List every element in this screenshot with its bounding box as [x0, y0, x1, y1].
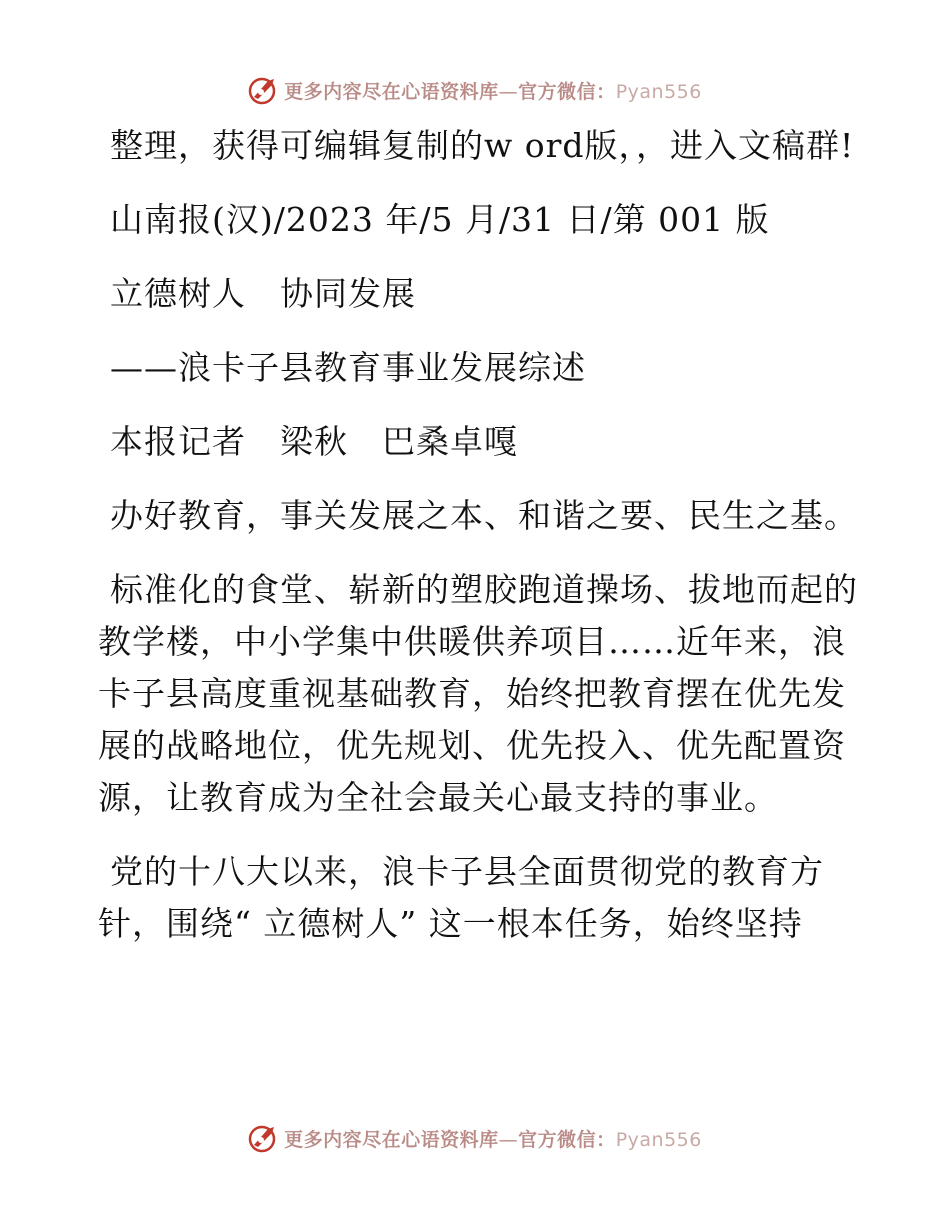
- paragraph-body-2: 党的十八大以来，浪卡子县全面贯彻党的教育方针，围绕“ 立德树人” 这一根本任务，始终坚持: [98, 852, 824, 943]
- paragraph-body-1: 标准化的食堂、崭新的塑胶跑道操场、拔地而起的教学楼，中小学集中供暖供养项目……近年来，浪卡子县高度重视基础教育，始终把教育摆在优先发展的战略地位，优先规划、优先投入、优先配置资源，让教育成为全社会最关心最支持的事业。: [98, 570, 858, 817]
- watermark-text: 更多内容尽在心语资料库—官方微信：Pyan556: [284, 1128, 702, 1151]
- paragraph-headline: 立德树人 协同发展: [110, 274, 416, 313]
- quill-logo-icon: [248, 1123, 278, 1153]
- paragraph-intro: 整理，获得可编辑复制的w ord版，，进入文稿群!: [110, 126, 855, 165]
- watermark-text: 更多内容尽在心语资料库—官方微信：Pyan556: [284, 80, 702, 103]
- document-body: [98, 120, 858, 972]
- paragraph-source: 山南报(汉)/2023 年/5 月/31 日/第 001 版: [110, 200, 770, 239]
- paragraph-lead: 办好教育，事关发展之本、和谐之要、民生之基。: [110, 496, 858, 535]
- footer-watermark: [0, 1118, 950, 1158]
- quill-logo-icon: [248, 75, 278, 105]
- paragraph-byline: 本报记者 梁秋 巴桑卓嘎: [110, 422, 518, 461]
- header-watermark: [0, 70, 950, 110]
- paragraph-subheadline: ——浪卡子县教育事业发展综述: [110, 348, 586, 387]
